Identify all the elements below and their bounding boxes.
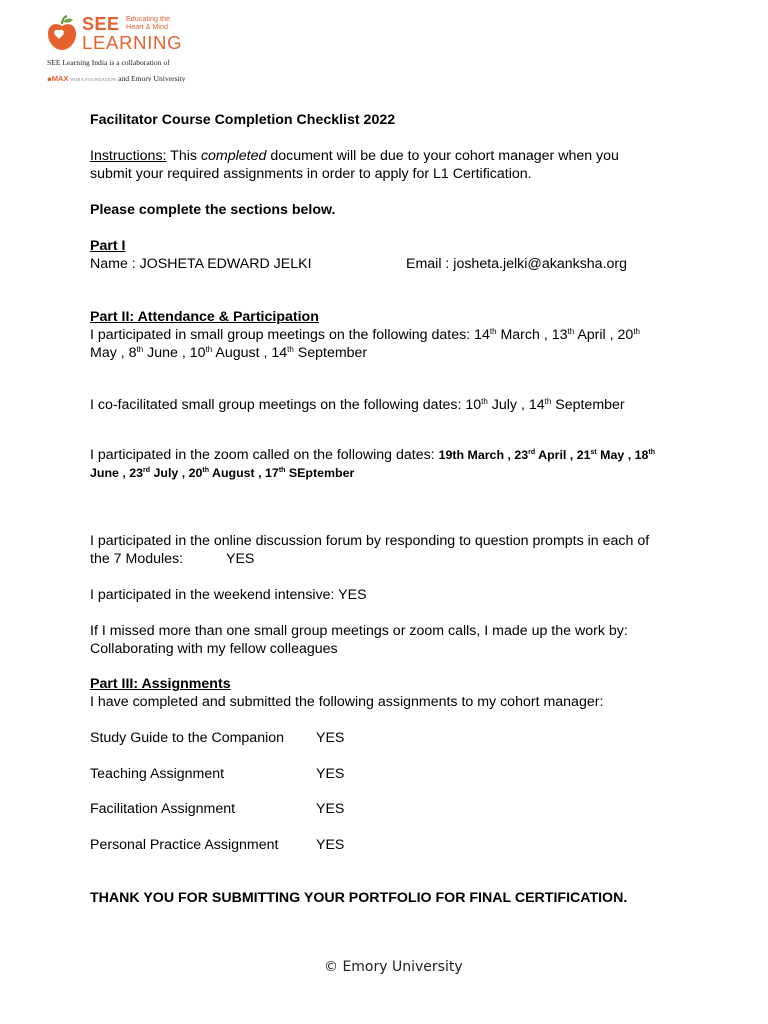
part-1-heading: Part I — [90, 238, 126, 254]
please-complete-text: Please complete the sections below. — [90, 202, 336, 218]
logo-learning-text: LEARNING — [82, 32, 183, 53]
logo-see-text: SEE — [82, 14, 120, 34]
assignment-value: YES — [316, 766, 345, 782]
small-group-line-2: May , 8th June , 10th August , 14th September — [90, 345, 368, 361]
assignment-label: Teaching Assignment — [90, 766, 225, 782]
instructions-label: Instructions: — [90, 148, 167, 164]
part-2-heading: Part II: Attendance & Participation — [90, 309, 319, 325]
part-3-heading: Part III: Assignments — [90, 676, 231, 692]
name-field: Name : JOSHETA EDWARD JELKI — [90, 256, 312, 272]
zoom-line-2: June , 23rd July , 20th August , 17th SEptember — [90, 466, 355, 480]
zoom-line-1: I participated in the zoom called on the following dates: 19th March , 23rd April , 21st May , 18th — [90, 447, 655, 463]
email-field: Email : josheta.jelki@akanksha.org — [406, 256, 628, 272]
see-learning-logo — [46, 13, 196, 85]
logo-collaboration-text: SEE Learning India is a collaboration of — [47, 58, 170, 67]
assignment-label: Personal Practice Assignment — [90, 837, 279, 853]
assignment-value: YES — [316, 730, 345, 746]
max-foundation-logo: ๑MAX — [47, 74, 69, 82]
assignment-label: Facilitation Assignment — [90, 801, 236, 817]
logo-tagline: Educating the Heart & Mind — [126, 14, 170, 31]
document-title: Facilitator Course Completion Checklist 2022 — [90, 112, 396, 128]
missed-work-line-2: Collaborating with my fellow colleagues — [90, 641, 338, 657]
instructions-line-1: Instructions: This completed document will be due to your cohort manager when you — [90, 148, 619, 164]
emory-text: and Emory University — [118, 74, 186, 82]
forum-line-2: the 7 Modules: — [90, 551, 184, 567]
footer-copyright: © Emory University — [324, 959, 463, 975]
assignment-value: YES — [316, 801, 345, 817]
thank-you-text: THANK YOU FOR SUBMITTING YOUR PORTFOLIO FOR FINAL CERTIFICATION. — [90, 890, 628, 906]
forum-line-1: I participated in the online discussion forum by responding to question prompts in each of — [90, 533, 650, 549]
weekend-intensive-line: I participated in the weekend intensive: YES — [90, 587, 367, 603]
cofacilitated-line: I co-facilitated small group meetings on the following dates: 10th July , 14th September — [90, 397, 625, 413]
instructions-line-2: submit your required assignments in order to apply for L1 Certification. — [90, 166, 532, 182]
apple-heart-icon — [46, 15, 78, 53]
assignment-label: Study Guide to the Companion — [90, 730, 285, 746]
assignments-intro: I have completed and submitted the following assignments to my cohort manager: — [90, 694, 604, 710]
missed-work-line-1: If I missed more than one small group meetings or zoom calls, I made up the work by: — [90, 623, 628, 639]
forum-answer: YES — [226, 551, 255, 567]
max-foundation-small-text: INDIA FOUNDATION — [70, 77, 117, 82]
assignment-value: YES — [316, 837, 345, 853]
small-group-line-1: I participated in small group meetings on the following dates: 14th March , 13th April , 20th — [90, 327, 640, 343]
partner-row — [47, 70, 186, 82]
